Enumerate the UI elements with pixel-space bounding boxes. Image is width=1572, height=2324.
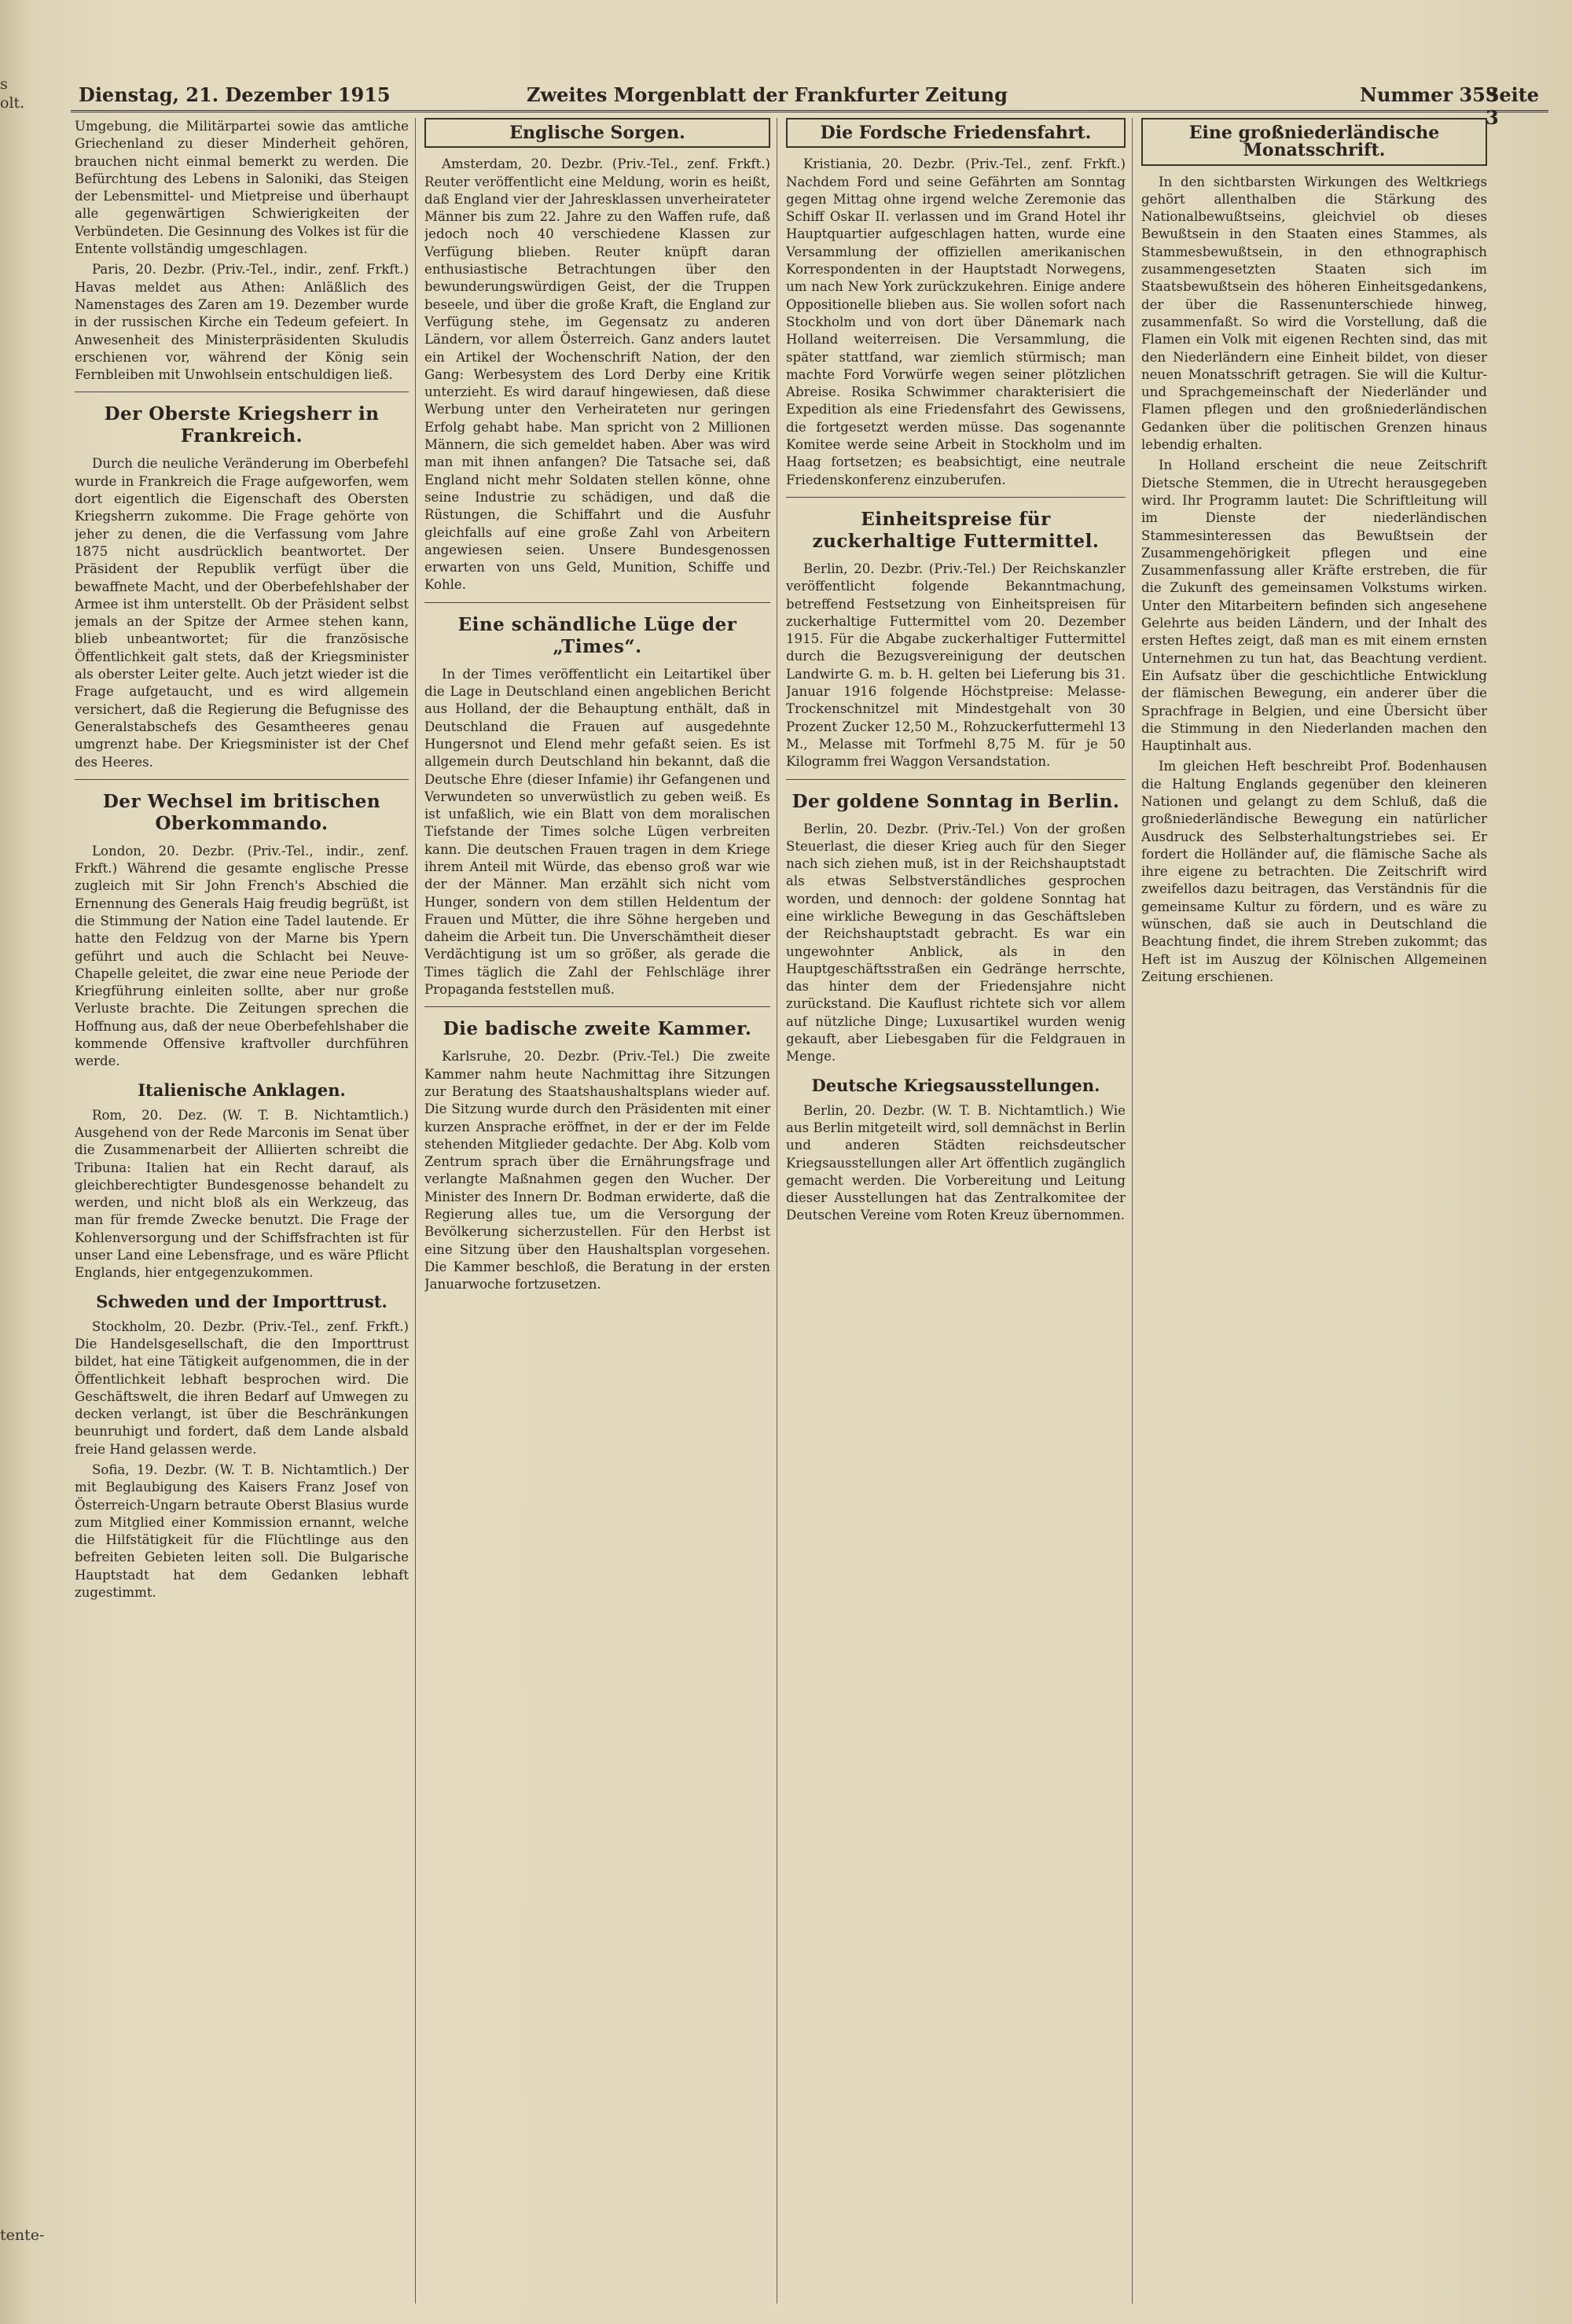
previous-page-column-fragment xyxy=(0,75,46,2315)
fragment-line xyxy=(0,1905,46,1924)
fragment-line xyxy=(0,697,46,716)
article-heading: Die badische zweite Kammer. xyxy=(443,1018,752,1040)
fragment-line xyxy=(0,1150,46,1169)
fragment-line xyxy=(0,848,46,867)
article-paragraph: Im gleichen Heft beschreibt Prof. Bodenhausen die Haltung Englands gegenüber den kleineren Nationen und gelangt zu dem Schluß, daß die großniederländische Bewegung ein natürlicher Ausdruck des Selbsterhaltungstriebes sei. Er fordert die Holländer auf, die flämische Sache als ihre eigene zu betrachten. Die Zeitschrift wird zweifellos dazu beitragen, das Verständnis für die gemeinsame Kultur zu fördern, und es wäre zu wünschen, daß sie auch in Deutschland die Beachtung findet, die ihrem Streben zukommt; das Heft ist im Auszug der Kölnischen Allgemeinen Zeitung erschienen. xyxy=(1141,759,1487,984)
fragment-line xyxy=(0,2094,46,2113)
fragment-line xyxy=(0,1112,46,1131)
fragment-line xyxy=(0,207,46,226)
fragment-line xyxy=(0,1943,46,1962)
page-number: Seite 3 xyxy=(1486,83,1540,129)
fragment-line xyxy=(0,226,46,245)
fragment-line xyxy=(0,2018,46,2037)
fragment-line xyxy=(0,169,46,188)
article-heading: Italienische Anklagen. xyxy=(138,1079,346,1100)
fragment-line xyxy=(0,924,46,943)
fragment-line xyxy=(0,2169,46,2188)
fragment-line xyxy=(0,2245,46,2263)
article-heading: Englische Sorgen. xyxy=(424,118,770,148)
fragment-line xyxy=(0,1245,46,1263)
fragment-line xyxy=(0,811,46,829)
fragment-line xyxy=(0,1301,46,1320)
article-continuation: Umgebung, die Militärpartei sowie das amtliche Griechenland zu dieser Minderheit gehören, brauchen nicht einmal bemerkt zu werden. Die Befürchtung des Lebens in Saloniki, das Steigen der Lebensmittel- und Mietpreise und überhaupt alle gegenwärtigen Schwierigkeiten der Verbündeten. Die Gesinnung des Volkes ist für die Entente vollständig umgeschlagen. xyxy=(75,119,409,257)
article-paragraph: Stockholm, 20. Dezbr. (Priv.-Tel., zenf. Frkft.) Die Handelsgesellschaft, die den Importtrust bildet, hat eine Tätigkeit aufgenommen, die in der Öffentlichkeit lebhaft besprochen wird. Die Geschäftswelt, die ihren Bedarf auf Umwegen zu decken verlangt, ist über die Beschränkungen beunruhigt und fordert, daß dem Lande alsbald freie Hand gelassen werde. xyxy=(75,1318,409,1457)
paper-title: Zweites Morgenblatt der Frankfurter Zeitung xyxy=(527,83,1008,106)
divider xyxy=(786,779,1126,780)
fragment-line xyxy=(0,509,46,528)
fragment-line xyxy=(0,1641,46,1660)
fragment-line xyxy=(0,320,46,339)
fragment-line xyxy=(0,1867,46,1886)
fragment-line xyxy=(0,1188,46,1207)
fragment-line xyxy=(0,1546,46,1565)
fragment-line xyxy=(0,905,46,924)
fragment-line xyxy=(0,1773,46,1792)
fragment-line xyxy=(0,2301,46,2315)
fragment-line: s xyxy=(0,75,8,93)
fragment-line xyxy=(0,471,46,490)
fragment-line xyxy=(0,980,46,999)
column-divider xyxy=(1132,118,1133,2304)
fragment-line xyxy=(0,1075,46,1094)
fragment-line xyxy=(0,1716,46,1735)
column-1 xyxy=(75,118,409,2304)
fragment-line xyxy=(0,245,46,263)
column-2 xyxy=(424,118,770,2304)
fragment-line xyxy=(0,886,46,905)
fragment-line xyxy=(0,433,46,452)
fragment-line xyxy=(0,282,46,301)
fragment-line xyxy=(0,2131,46,2150)
fragment-line xyxy=(0,1660,46,1679)
fragment-line xyxy=(0,1924,46,1943)
fragment-line xyxy=(0,395,46,414)
fragment-line xyxy=(0,716,46,735)
fragment-line xyxy=(0,943,46,962)
fragment-line xyxy=(0,962,46,980)
article-heading: Der Wechsel im britischen Oberkommando. xyxy=(102,790,381,834)
fragment-line xyxy=(0,1471,46,1490)
column-3 xyxy=(786,118,1126,2304)
fragment-line xyxy=(0,452,46,471)
fragment-line xyxy=(0,1886,46,1905)
fragment-line xyxy=(0,1792,46,1811)
fragment-line xyxy=(0,1754,46,1773)
fragment-line xyxy=(0,1848,46,1867)
fragment-line xyxy=(0,999,46,1018)
fragment-line xyxy=(0,1207,46,1226)
issue-date: Dienstag, 21. Dezember 1915 xyxy=(79,83,391,106)
fragment-line xyxy=(0,1339,46,1358)
column-4 xyxy=(1141,118,1487,2304)
fragment-line xyxy=(0,2188,46,2207)
article-heading: Einheitspreise für zuckerhaltige Futtermittel. xyxy=(812,508,1100,552)
fragment-line xyxy=(0,1169,46,1188)
fragment-line xyxy=(0,792,46,811)
article-paragraph: Amsterdam, 20. Dezbr. (Priv.-Tel., zenf. Frkft.) Reuter veröffentlicht eine Meldung, worin es heißt, daß England vier der Jahresklassen unverheirateter Männer bis zum 22. Jahre zu den Waffen rufe, daß jedoch noch 40 verschiedene Klassen zur Verfügung blieben. Reuter knüpft daran enthusiastische Betrachtungen über den bewunderungswürdigen Geist, der die Truppen beseele, und über die große Kraft, die England zur Verfügung stehe, im Gegensatz zu anderen Ländern, vor allem Österreich. Ganz anders lautet ein Artikel der Wochenschrift Nation, der den Gang: Werbesystem des Lord Derby eine Kritik unterzieht. Es wird darauf hingewiesen, daß diese Werbung unter den Verheirateten nur geringen Erfolg gehabt habe. Man spricht von 2 Millionen Männern, die sich gemeldet haben. Aber was wird man mit ihnen anfangen? Die Tatsache sei, daß England nicht mehr Soldaten stellen könne, ohne seine Industrie zu schädigen, und daß die Rüstungen, die Schiffahrt und die Ausfuhr gleichfalls auf eine große Zahl von Arbeitern angewiesen seien. Unsere Bundesgenossen erwarten von uns Geld, Munition, Schiffe und Kohle. xyxy=(424,156,770,593)
fragment-line xyxy=(0,565,46,584)
fragment-line xyxy=(0,1414,46,1433)
fragment-line xyxy=(0,1962,46,1980)
article-paragraph: Paris, 20. Dezbr. (Priv.-Tel., indir., zenf. Frkft.) Havas meldet aus Athen: Anläßlich des Namenstages des Zaren am 19. Dezember wurde in der russischen Kirche ein Tedeum gefeiert. In Anwesenheit des Ministerpräsidenten Skuludis erschienen vor, während der König sein Fernbleiben mit Unwohlsein entschuldigen ließ. xyxy=(75,262,409,383)
fragment-line: olt. xyxy=(0,94,25,112)
fragment-line xyxy=(0,263,46,282)
fragment-line xyxy=(0,339,46,358)
article-paragraph: London, 20. Dezbr. (Priv.-Tel., indir., zenf. Frkft.) Während die gesamte englische Presse zugleich mit Sir John French's Abschied die Ernennung des Generals Haig freudig begrüßt, ist die Stimmung der Nation eine Tadel lautende. Er hatte den Feldzug von der Marne bis Ypern geführt und auch die Schlacht bei Neuve-Chapelle geleitet, die zwar eine neue Periode der Kriegführung einleiten sollte, aber nur große Verluste brachte. Die Zeitungen sprechen die Hoffnung aus, daß der neue Oberbefehlshaber die kommende Offensive kraftvoller durchführen werde. xyxy=(75,843,409,1069)
article-heading: Eine schändliche Lüge der „Times“. xyxy=(457,613,737,657)
fragment-line xyxy=(0,1811,46,1829)
fragment-line xyxy=(0,603,46,622)
fragment-line xyxy=(0,1679,46,1697)
article-heading: Der goldene Sonntag in Berlin. xyxy=(792,790,1120,812)
fragment-line xyxy=(0,546,46,565)
fragment-line xyxy=(0,622,46,641)
fragment-line xyxy=(0,773,46,792)
fragment-line xyxy=(0,2075,46,2094)
fragment-line xyxy=(0,660,46,678)
article-paragraph: In den sichtbarsten Wirkungen des Weltkriegs gehört allenthalben die Stärkung des Nationalbewußtseins, gleichviel ob dieses Bewußtsein in den Staaten eines Stammes, als Stammesbewußtsein, in den ethnographisch zusammengesetzten Staaten sich im Staatsbewußtsein des höheren Einheitsgedankens, der über die Rassenunterschiede hinweg, zusammenfaßt. So wird die Vorstellung, daß die Flamen ein Volk mit eigenen Rechten sind, das mit den Niederländern eine Einheit bildet, von dieser neuen Monatsschrift getragen. Sie will die Kultur- und Sprachgemeinschaft der Niederländer und Flamen pflegen und den großniederländischen Gedanken über die politischen Grenzen hinaus lebendig erhalten. xyxy=(1141,174,1487,453)
article-paragraph: Karlsruhe, 20. Dezbr. (Priv.-Tel.) Die zweite Kammer nahm heute Nachmittag ihre Sitzungen zur Beratung des Staatshaushaltsplans wieder auf. Die Sitzung wurde durch den Präsidenten mit einer kurzen Ansprache eröffnet, in der er der im Felde stehenden Mitglieder gedachte. Der Abg. Kolb vom Zentrum sprach über die Ernährungsfrage und verlangte Maßnahmen gegen den Wucher. Der Minister des Innern Dr. Bodman erwiderte, daß die Regierung alles tue, um die Versorgung der Bevölkerung sicherzustellen. Für den Herbst ist eine Sitzung über den Haushaltsplan vorgesehen. Die Kammer beschloß, die Beratung in der ersten Januarwoche fortzusetzen. xyxy=(424,1049,770,1293)
article-heading: Die Fordsche Friedensfahrt. xyxy=(786,118,1126,148)
fragment-line xyxy=(0,1056,46,1075)
article-paragraph: In Holland erscheint die neue Zeitschrift Dietsche Stemmen, die in Utrecht herausgegeben wird. Ihr Programm lautet: Die Schriftleitung will im Dienste der niederländischen Stammesinteressen das Bewußtsein der Zusammengehörigkeit pflegen und eine Zusammenfassung aller Kräfte erstreben, die für die Zukunft des gemeinsamen Volkstums wirken. Unter den Mitarbeitern befinden sich angesehene Gelehrte aus beiden Ländern, und der Inhalt des ersten Heftes zeigt, daß man es mit einem ernsten Unternehmen zu tun hat, das Beachtung verdient. Ein Aufsatz über die geschichtliche Entwicklung der flämischen Bewegung, ein anderer über die Sprachfrage in Belgien, und eine Übersicht über die Stimmung in den Niederlanden machen den Hauptinhalt aus. xyxy=(1141,458,1487,754)
column-divider xyxy=(415,118,416,2304)
fragment-line xyxy=(0,1226,46,1245)
fragment-line xyxy=(0,1697,46,1716)
fragment-line xyxy=(0,1282,46,1301)
fragment-line xyxy=(0,1263,46,1282)
article-heading: Eine großniederländische Monatsschrift. xyxy=(1141,118,1487,166)
article-heading: Der Oberste Kriegsherr in Frankreich. xyxy=(104,403,380,447)
fragment-line xyxy=(0,1603,46,1622)
fragment-line xyxy=(0,528,46,546)
fragment-line xyxy=(0,1528,46,1546)
fragment-line xyxy=(0,1509,46,1528)
fragment-line xyxy=(0,131,46,150)
issue-number: Nummer 353 xyxy=(1360,83,1499,106)
fragment-line xyxy=(0,2282,46,2301)
fragment-line xyxy=(0,1584,46,1603)
fragment-line xyxy=(0,150,46,169)
fragment-line xyxy=(0,1018,46,1037)
fragment-line xyxy=(0,1433,46,1452)
masthead xyxy=(71,79,1548,129)
fragment-line xyxy=(0,414,46,433)
fragment-line xyxy=(0,1452,46,1471)
fragment-line xyxy=(0,2150,46,2169)
fragment-line xyxy=(0,2207,46,2226)
fragment-line xyxy=(0,754,46,773)
article-paragraph: Sofia, 19. Dezbr. (W. T. B. Nichtamtlich.) Der mit Beglaubigung des Kaisers Franz Josef von Österreich-Ungarn betraute Oberst Blasius wurde zum Mitglied einer Kommission ernannt, welche die Hilfstätigkeit für die Flüchtlinge aus den befreiten Gebieten leiten soll. Die Bulgarische Hauptstadt hat dem Gedanken lebhaft zugestimmt. xyxy=(75,1462,409,1601)
article-paragraph: Durch die neuliche Veränderung im Oberbefehl wurde in Frankreich die Frage aufgeworfen, wem dort eigentlich die Eigenschaft des Obersten Kriegsherrn zukomme. Die Frage gehörte von jeher zu denen, die die Verfassung vom Jahre 1875 nicht ausdrücklich beantwortet. Der Präsident der Republik verfügt über die bewaffnete Macht, und der Oberbefehlshaber der Armee ist ihm unterstellt. Ob der Präsident selbst jemals an der Spitze der Armee stehen kann, blieb unbeantwortet; für die französische Öffentlichkeit galt stets, daß der Kriegsminister als oberster Leiter gelte. Auch jetzt wieder ist die Frage aufgetaucht, und es wird allgemein versichert, daß die Regierung die Befugnisse des Generalstabschefs des Gesamtheeres genau umgrenzt habe. Der Kriegsminister ist der Chef des Heeres. xyxy=(75,456,409,770)
divider xyxy=(424,1006,770,1007)
fragment-line xyxy=(0,1622,46,1641)
fragment-line xyxy=(0,377,46,395)
fragment-line xyxy=(0,867,46,886)
article-paragraph: Berlin, 20. Dezbr. (W. T. B. Nichtamtlich.) Wie aus Berlin mitgeteilt wird, soll demnächst in Berlin und anderen Städten reichsdeutscher Kriegsausstellungen aller Art öffentlich zugänglich gemacht werden. Die Vorbereitung und Leitung dieser Ausstellungen hat das Zentralkomitee der Deutschen Vereine vom Roten Kreuz übernommen. xyxy=(786,1102,1126,1223)
fragment-line xyxy=(0,188,46,207)
divider xyxy=(75,779,409,780)
fragment-line xyxy=(0,2037,46,2056)
article-paragraph: Berlin, 20. Dezbr. (Priv.-Tel.) Der Reichskanzler veröffentlicht folgende Bekanntmachung, betreffend Festsetzung von Einheitspreisen für zuckerhaltige Futtermittel vom 20. Dezember 1915. Für die Abgabe zuckerhaltiger Futtermittel durch die Bezugsvereinigung der deutschen Landwirte G. m. b. H. gelten bei Lieferung bis 31. Januar 1916 folgende Höchstpreise: Melasse-Trockenschnitzel mit Mindestgehalt von 30 Prozent Zucker 12,50 M., Rohzuckerfuttermehl 13 M., Melasse mit Torfmehl 8,75 M. für je 50 Kilogramm frei Waggon Versandstation. xyxy=(786,561,1126,770)
fragment-line xyxy=(0,1377,46,1396)
fragment-line xyxy=(0,1131,46,1150)
fragment-line xyxy=(0,490,46,509)
fragment-line xyxy=(0,678,46,697)
article-paragraph: Rom, 20. Dez. (W. T. B. Nichtamtlich.) Ausgehend von der Rede Marconis im Senat über die Zusammenarbeit der Alliierten schreibt die Tribuna: Italien hat ein Recht darauf, als gleichberechtigter Bundesgenosse behandelt zu werden, und nicht bloß als ein Werkzeug, das man für fremde Zwecke benutzt. Die Frage der Kohlenversorgung und der Schiffsfrachten ist für unser Land eine Lebensfrage, und es wäre Pflicht Englands, hier entgegenzukommen. xyxy=(75,1107,409,1281)
fragment-line xyxy=(0,1396,46,1414)
fragment-line xyxy=(0,829,46,848)
article-paragraph: Kristiania, 20. Dezbr. (Priv.-Tel., zenf. Frkft.) Nachdem Ford und seine Gefährten am Sonntag gegen Mittag ohne irgend welche Zeremonie das Schiff Oskar II. verlassen und im Grand Hotel ihr Hauptquartier aufgeschlagen hatten, wurde eine Versammlung der offiziellen amerikanischen Korrespondenten in der Hauptstadt Norwegens, um nach New York zurückzukehren. Einige andere Oppositionelle blieben aus. Sie wollen sofort nach Stockholm und von dort über Dänemark nach Holland weiterreisen. Die Versammlung, die später stattfand, war ziemlich stürmisch; man machte Ford Vorwürfe wegen seiner plötzlichen Abreise. Rosika Schwimmer charakterisiert die Expedition als eine Friedensfahrt des Gewissens, die fortgesetzt werden müsse. Das sogenannte Komitee werde seine Arbeit in Stockholm und im Haag fortsetzen; es beabsichtigt, eine neutrale Friedenskonferenz einzuberufen. xyxy=(786,156,1126,487)
fragment-line xyxy=(0,735,46,754)
fragment-line xyxy=(0,1565,46,1584)
fragment-line xyxy=(0,1980,46,1999)
divider xyxy=(424,602,770,603)
fragment-line xyxy=(0,301,46,320)
article-paragraph: In der Times veröffentlicht ein Leitartikel über die Lage in Deutschland einen angeblichen Bericht aus Holland, der die Behauptung enthält, daß in Deutschland die Frauen auf ausgedehnte Hungersnot und Elend mehr gefaßt seien. Es ist allgemein durch Deutschland hin bekannt, daß die Deutsche Ehre (dieser Infamie) ihr Gefangenen und Verwundeten so unverwüstlich zu geben weiß. Es ist unfaßlich, wie ein Blatt von dem moralischen Tiefstande der Times solche Lügen verbreiten kann. Die deutschen Frauen tragen in dem Kriege ihrem Anteil mit Würde, das ebenso groß war wie der der Männer. Man erzählt sich nicht vom Hunger, sondern von dem stillen Heldentum der Frauen und Mütter, die ihre Söhne hergeben und daheim die Arbeit tun. Die Unverschämtheit dieser Verdächtigung ist um so größer, als gerade die Times täglich die Zahl der Fehlschläge ihrer Propaganda feststellen muß. xyxy=(424,666,770,998)
fragment-line xyxy=(0,358,46,377)
article-heading: Deutsche Kriegsausstellungen. xyxy=(811,1075,1100,1095)
fragment-line xyxy=(0,1320,46,1339)
fragment-line xyxy=(0,2263,46,2282)
fragment-line xyxy=(0,2113,46,2131)
fragment-line xyxy=(0,2056,46,2075)
fragment-line xyxy=(0,1999,46,2018)
fragment-line: tente- xyxy=(0,2227,45,2244)
fragment-line xyxy=(0,1735,46,1754)
divider xyxy=(786,497,1126,498)
fragment-line xyxy=(0,641,46,660)
fragment-line xyxy=(0,112,46,131)
fragment-line xyxy=(0,1037,46,1056)
fragment-line xyxy=(0,1094,46,1112)
fragment-line xyxy=(0,1490,46,1509)
article-paragraph: Berlin, 20. Dezbr. (Priv.-Tel.) Von der großen Steuerlast, die dieser Krieg auch für den Sieger nach sich ziehen muß, ist in der Reichshauptstadt als etwas Selbstverständliches gesprochen worden, und dennoch: der goldene Sonntag hat eine wirkliche Bewegung in das Geschäftsleben der Reichshauptstadt gebracht. Es war ein ungewohnter Anblick, als in den Hauptgeschäftsstraßen ein Gedränge herrschte, das hinter dem der Friedensjahre nicht zurückstand. Die Kauflust richtete sich vor allem auf nützliche Dinge; Luxusartikel wurden wenig gekauft, aber Liebesgaben für die Feldgrauen in Menge. xyxy=(786,821,1126,1065)
fragment-line xyxy=(0,1829,46,1848)
article-heading: Schweden und der Importtrust. xyxy=(96,1291,387,1311)
fragment-line xyxy=(0,584,46,603)
fragment-line xyxy=(0,1358,46,1377)
